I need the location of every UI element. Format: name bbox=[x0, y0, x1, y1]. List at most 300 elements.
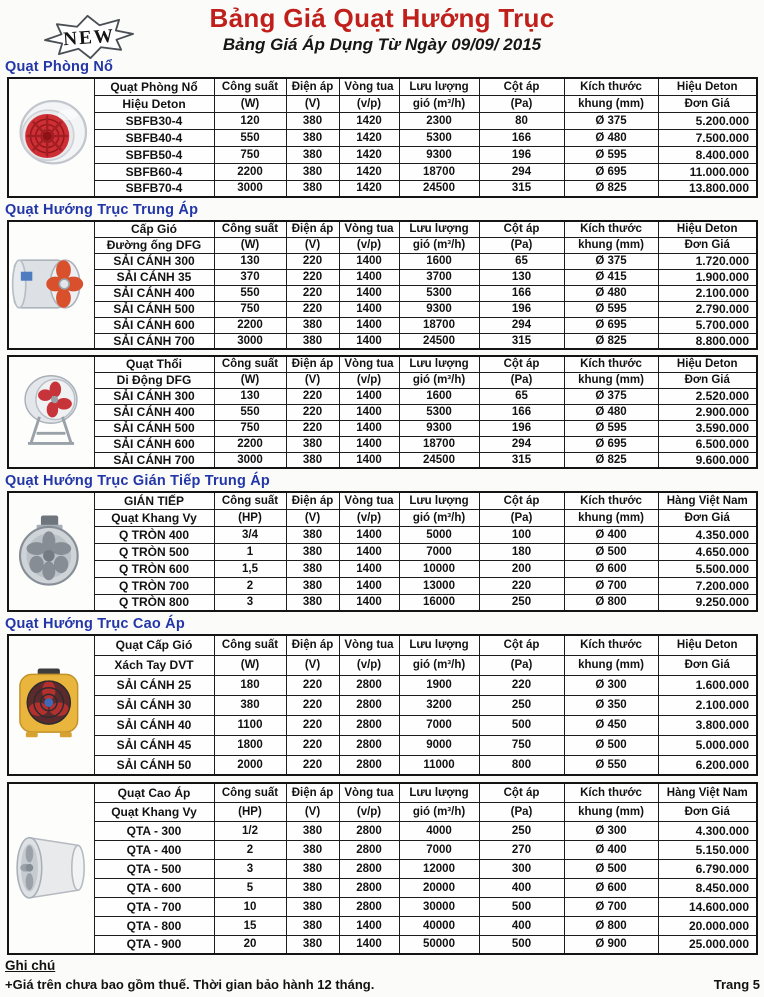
header-cell: Cột áp bbox=[479, 492, 564, 509]
model-cell: Q TRÒN 800 bbox=[94, 594, 214, 611]
header-cell: (HP) bbox=[214, 509, 286, 526]
value-cell: 15 bbox=[214, 916, 286, 935]
model-cell: QTA - 300 bbox=[94, 821, 214, 840]
value-cell: 1400 bbox=[339, 285, 399, 301]
value-cell: 1400 bbox=[339, 543, 399, 560]
value-cell: 750 bbox=[214, 420, 286, 436]
product-photo-cell bbox=[8, 492, 94, 611]
value-cell: 130 bbox=[214, 388, 286, 404]
model-cell: SBFB60-4 bbox=[94, 163, 214, 180]
model-cell: SẢI CÁNH 40 bbox=[94, 715, 214, 735]
price-cell: 20.000.000 bbox=[658, 916, 757, 935]
header-cell: (Pa) bbox=[479, 802, 564, 821]
model-cell: SẢI CÁNH 45 bbox=[94, 735, 214, 755]
table-row bbox=[8, 755, 757, 775]
model-cell: SẢI CÁNH 400 bbox=[94, 285, 214, 301]
price-cell: 1.900.000 bbox=[658, 269, 757, 285]
value-cell: 380 bbox=[286, 163, 339, 180]
price-table bbox=[7, 491, 758, 612]
header-cell: Lưu lượng bbox=[399, 78, 479, 95]
price-cell: 7.200.000 bbox=[658, 577, 757, 594]
table-header-row bbox=[8, 635, 757, 655]
price-cell: 9.250.000 bbox=[658, 594, 757, 611]
table-header-row bbox=[8, 509, 757, 526]
value-cell: 220 bbox=[479, 577, 564, 594]
header-cell: Vòng tua bbox=[339, 492, 399, 509]
table-row bbox=[8, 301, 757, 317]
value-cell: 1,5 bbox=[214, 560, 286, 577]
value-cell: 2800 bbox=[339, 821, 399, 840]
value-cell: 3200 bbox=[399, 695, 479, 715]
table-row bbox=[8, 436, 757, 452]
section-heading: Quạt Hướng Trục Gián Tiếp Trung Áp bbox=[5, 473, 270, 489]
value-cell: 380 bbox=[286, 180, 339, 197]
page-subtitle: Bảng Giá Áp Dụng Từ Ngày 09/09/ 2015 bbox=[222, 35, 542, 54]
price-cell: 2.100.000 bbox=[658, 285, 757, 301]
value-cell: 2300 bbox=[399, 112, 479, 129]
header-cell: Cột áp bbox=[479, 78, 564, 95]
value-cell: 196 bbox=[479, 146, 564, 163]
value-cell: 1400 bbox=[339, 452, 399, 468]
header-cell: Công suất bbox=[214, 356, 286, 372]
value-cell: 2800 bbox=[339, 859, 399, 878]
notes-title: Ghi chú bbox=[5, 958, 56, 973]
table-row bbox=[8, 452, 757, 468]
model-cell: QTA - 700 bbox=[94, 897, 214, 916]
value-cell: 1400 bbox=[339, 420, 399, 436]
table-header-row bbox=[8, 95, 757, 112]
value-cell: 65 bbox=[479, 253, 564, 269]
table-row bbox=[8, 675, 757, 695]
value-cell: 380 bbox=[286, 859, 339, 878]
header-cell: (V) bbox=[286, 509, 339, 526]
value-cell: 13000 bbox=[399, 577, 479, 594]
price-cell: 13.800.000 bbox=[658, 180, 757, 197]
value-cell: Ø 300 bbox=[564, 821, 658, 840]
value-cell: 1400 bbox=[339, 253, 399, 269]
value-cell: 1400 bbox=[339, 269, 399, 285]
value-cell: 24500 bbox=[399, 180, 479, 197]
value-cell: Ø 550 bbox=[564, 755, 658, 775]
value-cell: 1400 bbox=[339, 333, 399, 349]
value-cell: 130 bbox=[214, 253, 286, 269]
value-cell: 220 bbox=[286, 420, 339, 436]
header-cell: (Pa) bbox=[479, 509, 564, 526]
model-cell: SBFB30-4 bbox=[94, 112, 214, 129]
value-cell: 7000 bbox=[399, 840, 479, 859]
table-row bbox=[8, 285, 757, 301]
value-cell: 1100 bbox=[214, 715, 286, 735]
header-cell: Lưu lượng bbox=[399, 783, 479, 802]
value-cell: Ø 500 bbox=[564, 735, 658, 755]
table-row bbox=[8, 317, 757, 333]
model-cell: SẢI CÁNH 500 bbox=[94, 420, 214, 436]
header-cell: khung (mm) bbox=[564, 509, 658, 526]
value-cell: 1400 bbox=[339, 935, 399, 954]
value-cell: 7000 bbox=[399, 543, 479, 560]
indirect-drive-fan-image bbox=[15, 512, 87, 588]
header-cell: Kích thước bbox=[564, 783, 658, 802]
price-cell: 2.900.000 bbox=[658, 404, 757, 420]
value-cell: 24500 bbox=[399, 333, 479, 349]
table-row bbox=[8, 543, 757, 560]
table-row bbox=[8, 695, 757, 715]
value-cell: Ø 600 bbox=[564, 560, 658, 577]
new-badge-label: NEW bbox=[62, 25, 116, 51]
header-cell: gió (m³/h) bbox=[399, 372, 479, 388]
value-cell: 380 bbox=[286, 821, 339, 840]
header-cell: Điện áp bbox=[286, 492, 339, 509]
price-cell: 5.150.000 bbox=[658, 840, 757, 859]
header-cell: Điện áp bbox=[286, 635, 339, 655]
value-cell: 220 bbox=[286, 755, 339, 775]
header-cell: Đơn Giá bbox=[658, 237, 757, 253]
value-cell: 315 bbox=[479, 333, 564, 349]
header-cell: Vòng tua bbox=[339, 356, 399, 372]
value-cell: Ø 375 bbox=[564, 253, 658, 269]
new-badge bbox=[18, 14, 160, 60]
value-cell: 18700 bbox=[399, 163, 479, 180]
value-cell: 2800 bbox=[339, 735, 399, 755]
model-cell: SẢI CÁNH 35 bbox=[94, 269, 214, 285]
header-cell: (W) bbox=[214, 655, 286, 675]
table-row bbox=[8, 935, 757, 954]
header-cell: Quạt Khang Vy bbox=[94, 509, 214, 526]
header-cell: (V) bbox=[286, 372, 339, 388]
header-cell: Quạt Khang Vy bbox=[94, 802, 214, 821]
value-cell: 2000 bbox=[214, 755, 286, 775]
value-cell: 400 bbox=[479, 878, 564, 897]
header-cell: Kích thước bbox=[564, 492, 658, 509]
value-cell: 380 bbox=[286, 333, 339, 349]
value-cell: 380 bbox=[286, 452, 339, 468]
value-cell: Ø 695 bbox=[564, 436, 658, 452]
header-cell: khung (mm) bbox=[564, 237, 658, 253]
value-cell: 5300 bbox=[399, 285, 479, 301]
high-pressure-fan-image bbox=[12, 830, 90, 904]
model-cell: Q TRÒN 400 bbox=[94, 526, 214, 543]
header-cell: Công suất bbox=[214, 78, 286, 95]
table-row bbox=[8, 420, 757, 436]
header-cell: Hàng Việt Nam bbox=[658, 492, 757, 509]
price-table bbox=[7, 77, 758, 198]
header-cell: Công suất bbox=[214, 783, 286, 802]
header-cell: gió (m³/h) bbox=[399, 802, 479, 821]
table-row bbox=[8, 112, 757, 129]
table-row bbox=[8, 269, 757, 285]
section-heading: Quạt Hướng Trục Cao Áp bbox=[5, 616, 185, 632]
header-cell: Điện áp bbox=[286, 78, 339, 95]
product-photo-cell bbox=[8, 356, 94, 468]
value-cell: 550 bbox=[214, 285, 286, 301]
model-cell: SẢI CÁNH 30 bbox=[94, 695, 214, 715]
header-cell: Quạt Cấp Gió bbox=[94, 635, 214, 655]
value-cell: 2800 bbox=[339, 878, 399, 897]
header-cell: Đơn Giá bbox=[658, 802, 757, 821]
value-cell: 380 bbox=[286, 878, 339, 897]
value-cell: 18700 bbox=[399, 317, 479, 333]
price-cell: 14.600.000 bbox=[658, 897, 757, 916]
value-cell: 380 bbox=[286, 543, 339, 560]
value-cell: 750 bbox=[214, 301, 286, 317]
table-row bbox=[8, 163, 757, 180]
value-cell: 220 bbox=[286, 269, 339, 285]
value-cell: 24500 bbox=[399, 452, 479, 468]
notes-block bbox=[5, 958, 764, 992]
value-cell: 1600 bbox=[399, 253, 479, 269]
explosion-proof-fan-image bbox=[13, 94, 89, 178]
value-cell: Ø 600 bbox=[564, 878, 658, 897]
value-cell: 3000 bbox=[214, 452, 286, 468]
value-cell: 380 bbox=[286, 916, 339, 935]
header-cell: Di Động DFG bbox=[94, 372, 214, 388]
value-cell: 250 bbox=[479, 821, 564, 840]
table-row bbox=[8, 821, 757, 840]
price-cell: 1.720.000 bbox=[658, 253, 757, 269]
header-cell: khung (mm) bbox=[564, 655, 658, 675]
value-cell: Ø 480 bbox=[564, 404, 658, 420]
value-cell: 250 bbox=[479, 695, 564, 715]
product-photo-cell bbox=[8, 221, 94, 349]
value-cell: 1420 bbox=[339, 146, 399, 163]
value-cell: 500 bbox=[479, 897, 564, 916]
value-cell: 10000 bbox=[399, 560, 479, 577]
price-table bbox=[7, 355, 758, 469]
model-cell: SẢI CÁNH 600 bbox=[94, 317, 214, 333]
value-cell: 3 bbox=[214, 594, 286, 611]
value-cell: 200 bbox=[479, 560, 564, 577]
value-cell: 1900 bbox=[399, 675, 479, 695]
value-cell: 65 bbox=[479, 388, 564, 404]
value-cell: 750 bbox=[479, 735, 564, 755]
value-cell: 1400 bbox=[339, 388, 399, 404]
header-cell: khung (mm) bbox=[564, 802, 658, 821]
value-cell: 380 bbox=[286, 840, 339, 859]
value-cell: Ø 480 bbox=[564, 129, 658, 146]
value-cell: 3 bbox=[214, 859, 286, 878]
header-cell: (HP) bbox=[214, 802, 286, 821]
value-cell: Ø 800 bbox=[564, 916, 658, 935]
value-cell: Ø 350 bbox=[564, 695, 658, 715]
header-cell: GIÁN TIẾP bbox=[94, 492, 214, 509]
value-cell: 3700 bbox=[399, 269, 479, 285]
table-row bbox=[8, 253, 757, 269]
header-cell: (v/p) bbox=[339, 237, 399, 253]
header-cell: Lưu lượng bbox=[399, 492, 479, 509]
table-row bbox=[8, 526, 757, 543]
value-cell: 270 bbox=[479, 840, 564, 859]
price-cell: 5.500.000 bbox=[658, 560, 757, 577]
value-cell: 220 bbox=[286, 301, 339, 317]
header-cell: Điện áp bbox=[286, 783, 339, 802]
price-cell: 5.200.000 bbox=[658, 112, 757, 129]
value-cell: 1400 bbox=[339, 404, 399, 420]
duct-fan-image bbox=[11, 247, 93, 321]
header-cell: Đường ống DFG bbox=[94, 237, 214, 253]
header-cell: Kích thước bbox=[564, 78, 658, 95]
price-cell: 9.600.000 bbox=[658, 452, 757, 468]
model-cell: QTA - 400 bbox=[94, 840, 214, 859]
price-cell: 4.300.000 bbox=[658, 821, 757, 840]
value-cell: 1400 bbox=[339, 577, 399, 594]
header-cell: Công suất bbox=[214, 492, 286, 509]
table-row bbox=[8, 916, 757, 935]
value-cell: 380 bbox=[286, 526, 339, 543]
header-cell: Cấp Gió bbox=[94, 221, 214, 237]
value-cell: 2800 bbox=[339, 715, 399, 735]
value-cell: 500 bbox=[479, 935, 564, 954]
price-cell: 1.600.000 bbox=[658, 675, 757, 695]
value-cell: 380 bbox=[286, 317, 339, 333]
value-cell: 1400 bbox=[339, 594, 399, 611]
header-cell: Hiệu Deton bbox=[658, 356, 757, 372]
price-cell: 25.000.000 bbox=[658, 935, 757, 954]
value-cell: 2200 bbox=[214, 317, 286, 333]
value-cell: 4000 bbox=[399, 821, 479, 840]
header-cell: Hiệu Deton bbox=[658, 78, 757, 95]
price-cell: 6.790.000 bbox=[658, 859, 757, 878]
value-cell: 196 bbox=[479, 301, 564, 317]
value-cell: 9300 bbox=[399, 420, 479, 436]
value-cell: Ø 825 bbox=[564, 180, 658, 197]
table-header-row bbox=[8, 783, 757, 802]
value-cell: 1420 bbox=[339, 129, 399, 146]
model-cell: SẢI CÁNH 25 bbox=[94, 675, 214, 695]
value-cell: 1800 bbox=[214, 735, 286, 755]
header-cell: Lưu lượng bbox=[399, 356, 479, 372]
table-header-row bbox=[8, 237, 757, 253]
price-cell: 8.400.000 bbox=[658, 146, 757, 163]
value-cell: 1420 bbox=[339, 180, 399, 197]
product-photo-cell bbox=[8, 635, 94, 775]
value-cell: 20 bbox=[214, 935, 286, 954]
table-row bbox=[8, 840, 757, 859]
table-row bbox=[8, 129, 757, 146]
value-cell: 315 bbox=[479, 452, 564, 468]
table-row bbox=[8, 577, 757, 594]
section-heading: Quạt Hướng Trục Trung Áp bbox=[5, 202, 199, 218]
notes-text: +Giá trên chưa bao gồm thuế. Thời gian bảo hành 12 tháng. bbox=[5, 977, 375, 992]
header-cell: Lưu lượng bbox=[399, 635, 479, 655]
price-cell: 4.350.000 bbox=[658, 526, 757, 543]
value-cell: 1 bbox=[214, 543, 286, 560]
table-row bbox=[8, 715, 757, 735]
value-cell: 315 bbox=[479, 180, 564, 197]
price-table bbox=[7, 220, 758, 350]
header-cell: (Pa) bbox=[479, 95, 564, 112]
value-cell: 800 bbox=[479, 755, 564, 775]
value-cell: 18700 bbox=[399, 436, 479, 452]
header-cell: Hiệu Deton bbox=[658, 635, 757, 655]
value-cell: 16000 bbox=[399, 594, 479, 611]
header-cell: (Pa) bbox=[479, 237, 564, 253]
value-cell: Ø 415 bbox=[564, 269, 658, 285]
portable-yellow-fan-image bbox=[14, 667, 88, 741]
header-cell: khung (mm) bbox=[564, 95, 658, 112]
header-cell: Xách Tay DVT bbox=[94, 655, 214, 675]
header-cell: Điện áp bbox=[286, 221, 339, 237]
value-cell: 750 bbox=[214, 146, 286, 163]
value-cell: Ø 900 bbox=[564, 935, 658, 954]
table-header-row bbox=[8, 655, 757, 675]
model-cell: QTA - 500 bbox=[94, 859, 214, 878]
header-cell: (V) bbox=[286, 237, 339, 253]
value-cell: 1420 bbox=[339, 163, 399, 180]
value-cell: 1400 bbox=[339, 301, 399, 317]
value-cell: 50000 bbox=[399, 935, 479, 954]
value-cell: 7000 bbox=[399, 715, 479, 735]
header-cell: khung (mm) bbox=[564, 372, 658, 388]
table-row bbox=[8, 388, 757, 404]
header-cell: (Pa) bbox=[479, 372, 564, 388]
header-cell: Vòng tua bbox=[339, 783, 399, 802]
header-cell: (W) bbox=[214, 237, 286, 253]
header-cell: Đơn Giá bbox=[658, 372, 757, 388]
value-cell: 220 bbox=[286, 735, 339, 755]
header-cell: gió (m³/h) bbox=[399, 237, 479, 253]
header-cell: Công suất bbox=[214, 635, 286, 655]
value-cell: 11000 bbox=[399, 755, 479, 775]
table-header-row bbox=[8, 492, 757, 509]
value-cell: 1/2 bbox=[214, 821, 286, 840]
value-cell: 300 bbox=[479, 859, 564, 878]
value-cell: Ø 695 bbox=[564, 163, 658, 180]
table-row bbox=[8, 404, 757, 420]
value-cell: 166 bbox=[479, 404, 564, 420]
price-cell: 2.100.000 bbox=[658, 695, 757, 715]
value-cell: Ø 400 bbox=[564, 526, 658, 543]
header-cell: (v/p) bbox=[339, 509, 399, 526]
page-number: Trang 5 bbox=[713, 977, 760, 992]
value-cell: 10 bbox=[214, 897, 286, 916]
price-table bbox=[7, 782, 758, 955]
value-cell: Ø 595 bbox=[564, 301, 658, 317]
value-cell: 220 bbox=[286, 715, 339, 735]
value-cell: Ø 375 bbox=[564, 388, 658, 404]
value-cell: 2800 bbox=[339, 755, 399, 775]
value-cell: 1600 bbox=[399, 388, 479, 404]
header-cell: Đơn Giá bbox=[658, 509, 757, 526]
value-cell: 2 bbox=[214, 577, 286, 594]
value-cell: Ø 825 bbox=[564, 452, 658, 468]
value-cell: 550 bbox=[214, 129, 286, 146]
header-cell: Hiệu Deton bbox=[658, 221, 757, 237]
value-cell: 250 bbox=[479, 594, 564, 611]
value-cell: Ø 450 bbox=[564, 715, 658, 735]
header-cell: Hàng Việt Nam bbox=[658, 783, 757, 802]
value-cell: 5 bbox=[214, 878, 286, 897]
table-header-row bbox=[8, 221, 757, 237]
value-cell: 294 bbox=[479, 163, 564, 180]
value-cell: Ø 595 bbox=[564, 420, 658, 436]
model-cell: QTA - 800 bbox=[94, 916, 214, 935]
product-photo-cell bbox=[8, 78, 94, 197]
value-cell: Ø 375 bbox=[564, 112, 658, 129]
value-cell: 2800 bbox=[339, 695, 399, 715]
header-cell: (W) bbox=[214, 95, 286, 112]
value-cell: 380 bbox=[286, 577, 339, 594]
value-cell: 380 bbox=[286, 146, 339, 163]
value-cell: 2200 bbox=[214, 163, 286, 180]
value-cell: Ø 595 bbox=[564, 146, 658, 163]
price-cell: 6.200.000 bbox=[658, 755, 757, 775]
model-cell: SẢI CÁNH 700 bbox=[94, 333, 214, 349]
value-cell: 380 bbox=[286, 560, 339, 577]
value-cell: 500 bbox=[479, 715, 564, 735]
value-cell: Ø 695 bbox=[564, 317, 658, 333]
section-heading: Quạt Phòng Nổ bbox=[5, 59, 114, 75]
value-cell: 220 bbox=[286, 675, 339, 695]
